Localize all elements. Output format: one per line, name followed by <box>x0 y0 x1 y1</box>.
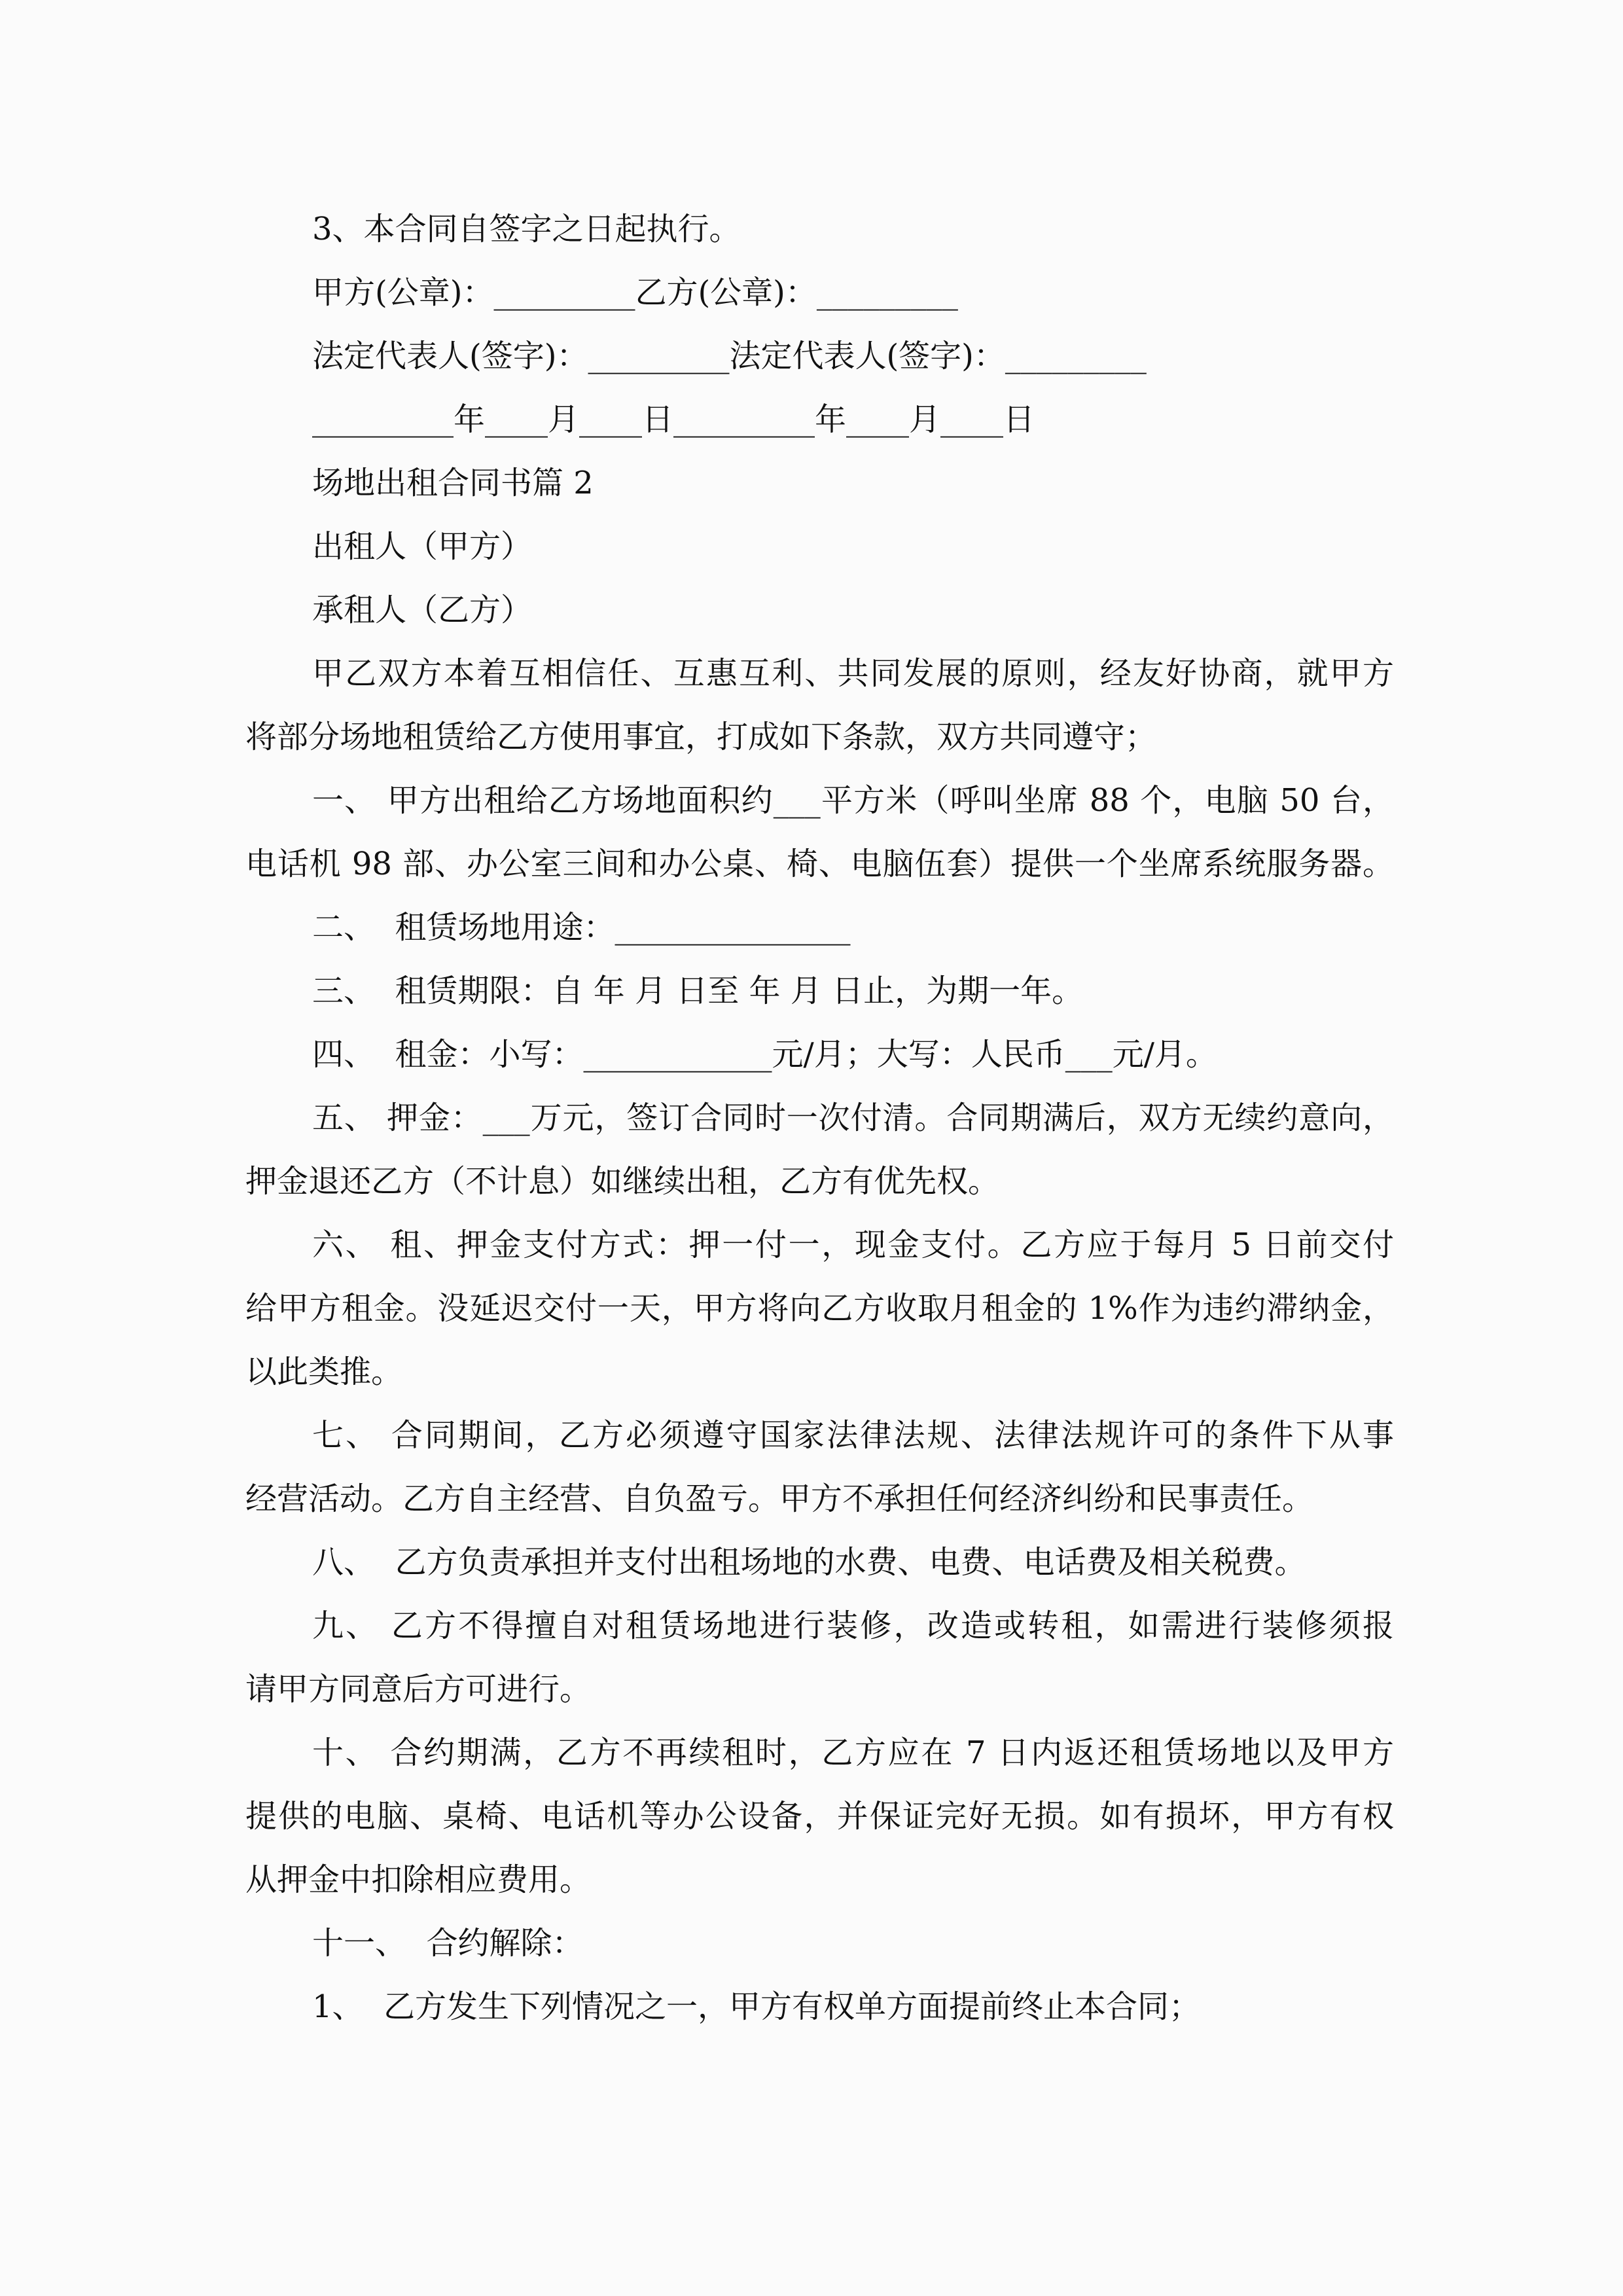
text-line: 押金退还乙方（不计息）如继续出租，乙方有优先权。 <box>245 1163 1000 1200</box>
text-line: 以此类推。 <box>245 1354 403 1390</box>
text-line: 3、本合同自签字之日起执行。 <box>312 211 741 247</box>
text-line: 六、 租、押金支付方式：押一付一，现金支付。乙方应于每月 5 日前交付 <box>312 1227 1394 1263</box>
text-line: 提供的电脑、桌椅、电话机等办公设备，并保证完好无损。如有损坏，甲方有权 <box>245 1798 1394 1835</box>
paragraph-clause-8 <box>245 1544 1394 1607</box>
paragraph-clause-4 <box>245 1036 1394 1100</box>
paragraph-clause-7 <box>245 1417 1394 1544</box>
paragraph-clause-2 <box>245 909 1394 973</box>
text-line: 七、 合同期间，乙方必须遵守国家法律法规、法律法规许可的条件下从事 <box>312 1417 1394 1454</box>
text-line: 二、 租赁场地用途：_______________ <box>312 909 851 946</box>
text-line: 四、 租金：小写：____________元/月；大写：人民币___元/月。 <box>312 1036 1217 1073</box>
paragraph-clause-5 <box>245 1100 1394 1227</box>
paragraph-clause-1 <box>245 782 1394 909</box>
text-line: 五、 押金：___万元，签订合同时一次付清。合同期满后，双方无续约意向， <box>312 1100 1394 1136</box>
text-line: 电话机 98 部、办公室三间和办公桌、椅、电脑伍套）提供一个坐席系统服务器。 <box>245 846 1394 882</box>
text-line: _________年____月____日_________年____月____日 <box>312 401 1035 438</box>
text-line: 场地出租合同书篇 2 <box>312 465 594 501</box>
text-line: 甲乙双方本着互相信任、互惠互利、共同发展的原则，经友好协商，就甲方 <box>312 655 1394 692</box>
text-line: 八、 乙方负责承担并支付出租场地的水费、电费、电话费及相关税费。 <box>312 1544 1306 1581</box>
paragraph-clause-9 <box>245 1607 1394 1734</box>
text-line: 十一、 合约解除： <box>312 1925 584 1962</box>
paragraph-section-title <box>245 465 1394 528</box>
text-line: 承租人（乙方） <box>312 592 533 628</box>
paragraph-lessor <box>245 528 1394 592</box>
text-line: 请甲方同意后方可进行。 <box>245 1671 592 1708</box>
paragraph-clause-10 <box>245 1734 1394 1925</box>
text-line: 给甲方租金。没延迟交付一天，甲方将向乙方收取月租金的 1%作为违约滞纳金， <box>245 1290 1394 1327</box>
text-line: 三、 租赁期限：自 年 月 日至 年 月 日止，为期一年。 <box>312 973 1084 1009</box>
paragraph-clause-11 <box>245 1925 1394 1988</box>
paragraph-signature-date <box>245 401 1394 465</box>
text-line: 1、 乙方发生下列情况之一，甲方有权单方面提前终止本合同； <box>312 1988 1201 2025</box>
text-line: 十、 合约期满，乙方不再续租时，乙方应在 7 日内返还租赁场地以及甲方 <box>312 1734 1394 1771</box>
text-line: 从押金中扣除相应费用。 <box>245 1861 592 1898</box>
paragraph-signature-seal <box>245 274 1394 338</box>
paragraph-clause-3 <box>245 973 1394 1036</box>
paragraph-clause-6 <box>245 1227 1394 1417</box>
text-line: 法定代表人(签字)：_________法定代表人(签字)：_________ <box>312 338 1147 374</box>
paragraph-signature-representative <box>245 338 1394 401</box>
paragraph-clause-3-effective <box>245 211 1394 274</box>
text-line: 将部分场地租赁给乙方使用事宜，打成如下条款，双方共同遵守； <box>245 719 1157 755</box>
paragraph-lessee <box>245 592 1394 655</box>
text-line: 九、 乙方不得擅自对租赁场地进行装修，改造或转租，如需进行装修须报 <box>312 1607 1394 1644</box>
paragraph-preamble <box>245 655 1394 782</box>
text-line: 出租人（甲方） <box>312 528 533 565</box>
text-line: 甲方(公章)：_________乙方(公章)：_________ <box>312 274 958 311</box>
text-line: 一、 甲方出租给乙方场地面积约___平方米（呼叫坐席 88 个，电脑 50 台， <box>312 782 1394 819</box>
text-line: 经营活动。乙方自主经营、自负盈亏。甲方不承担任何经济纠纷和民事责任。 <box>245 1480 1314 1517</box>
paragraph-clause-11-1 <box>245 1988 1394 2052</box>
document-body <box>245 211 1394 2052</box>
